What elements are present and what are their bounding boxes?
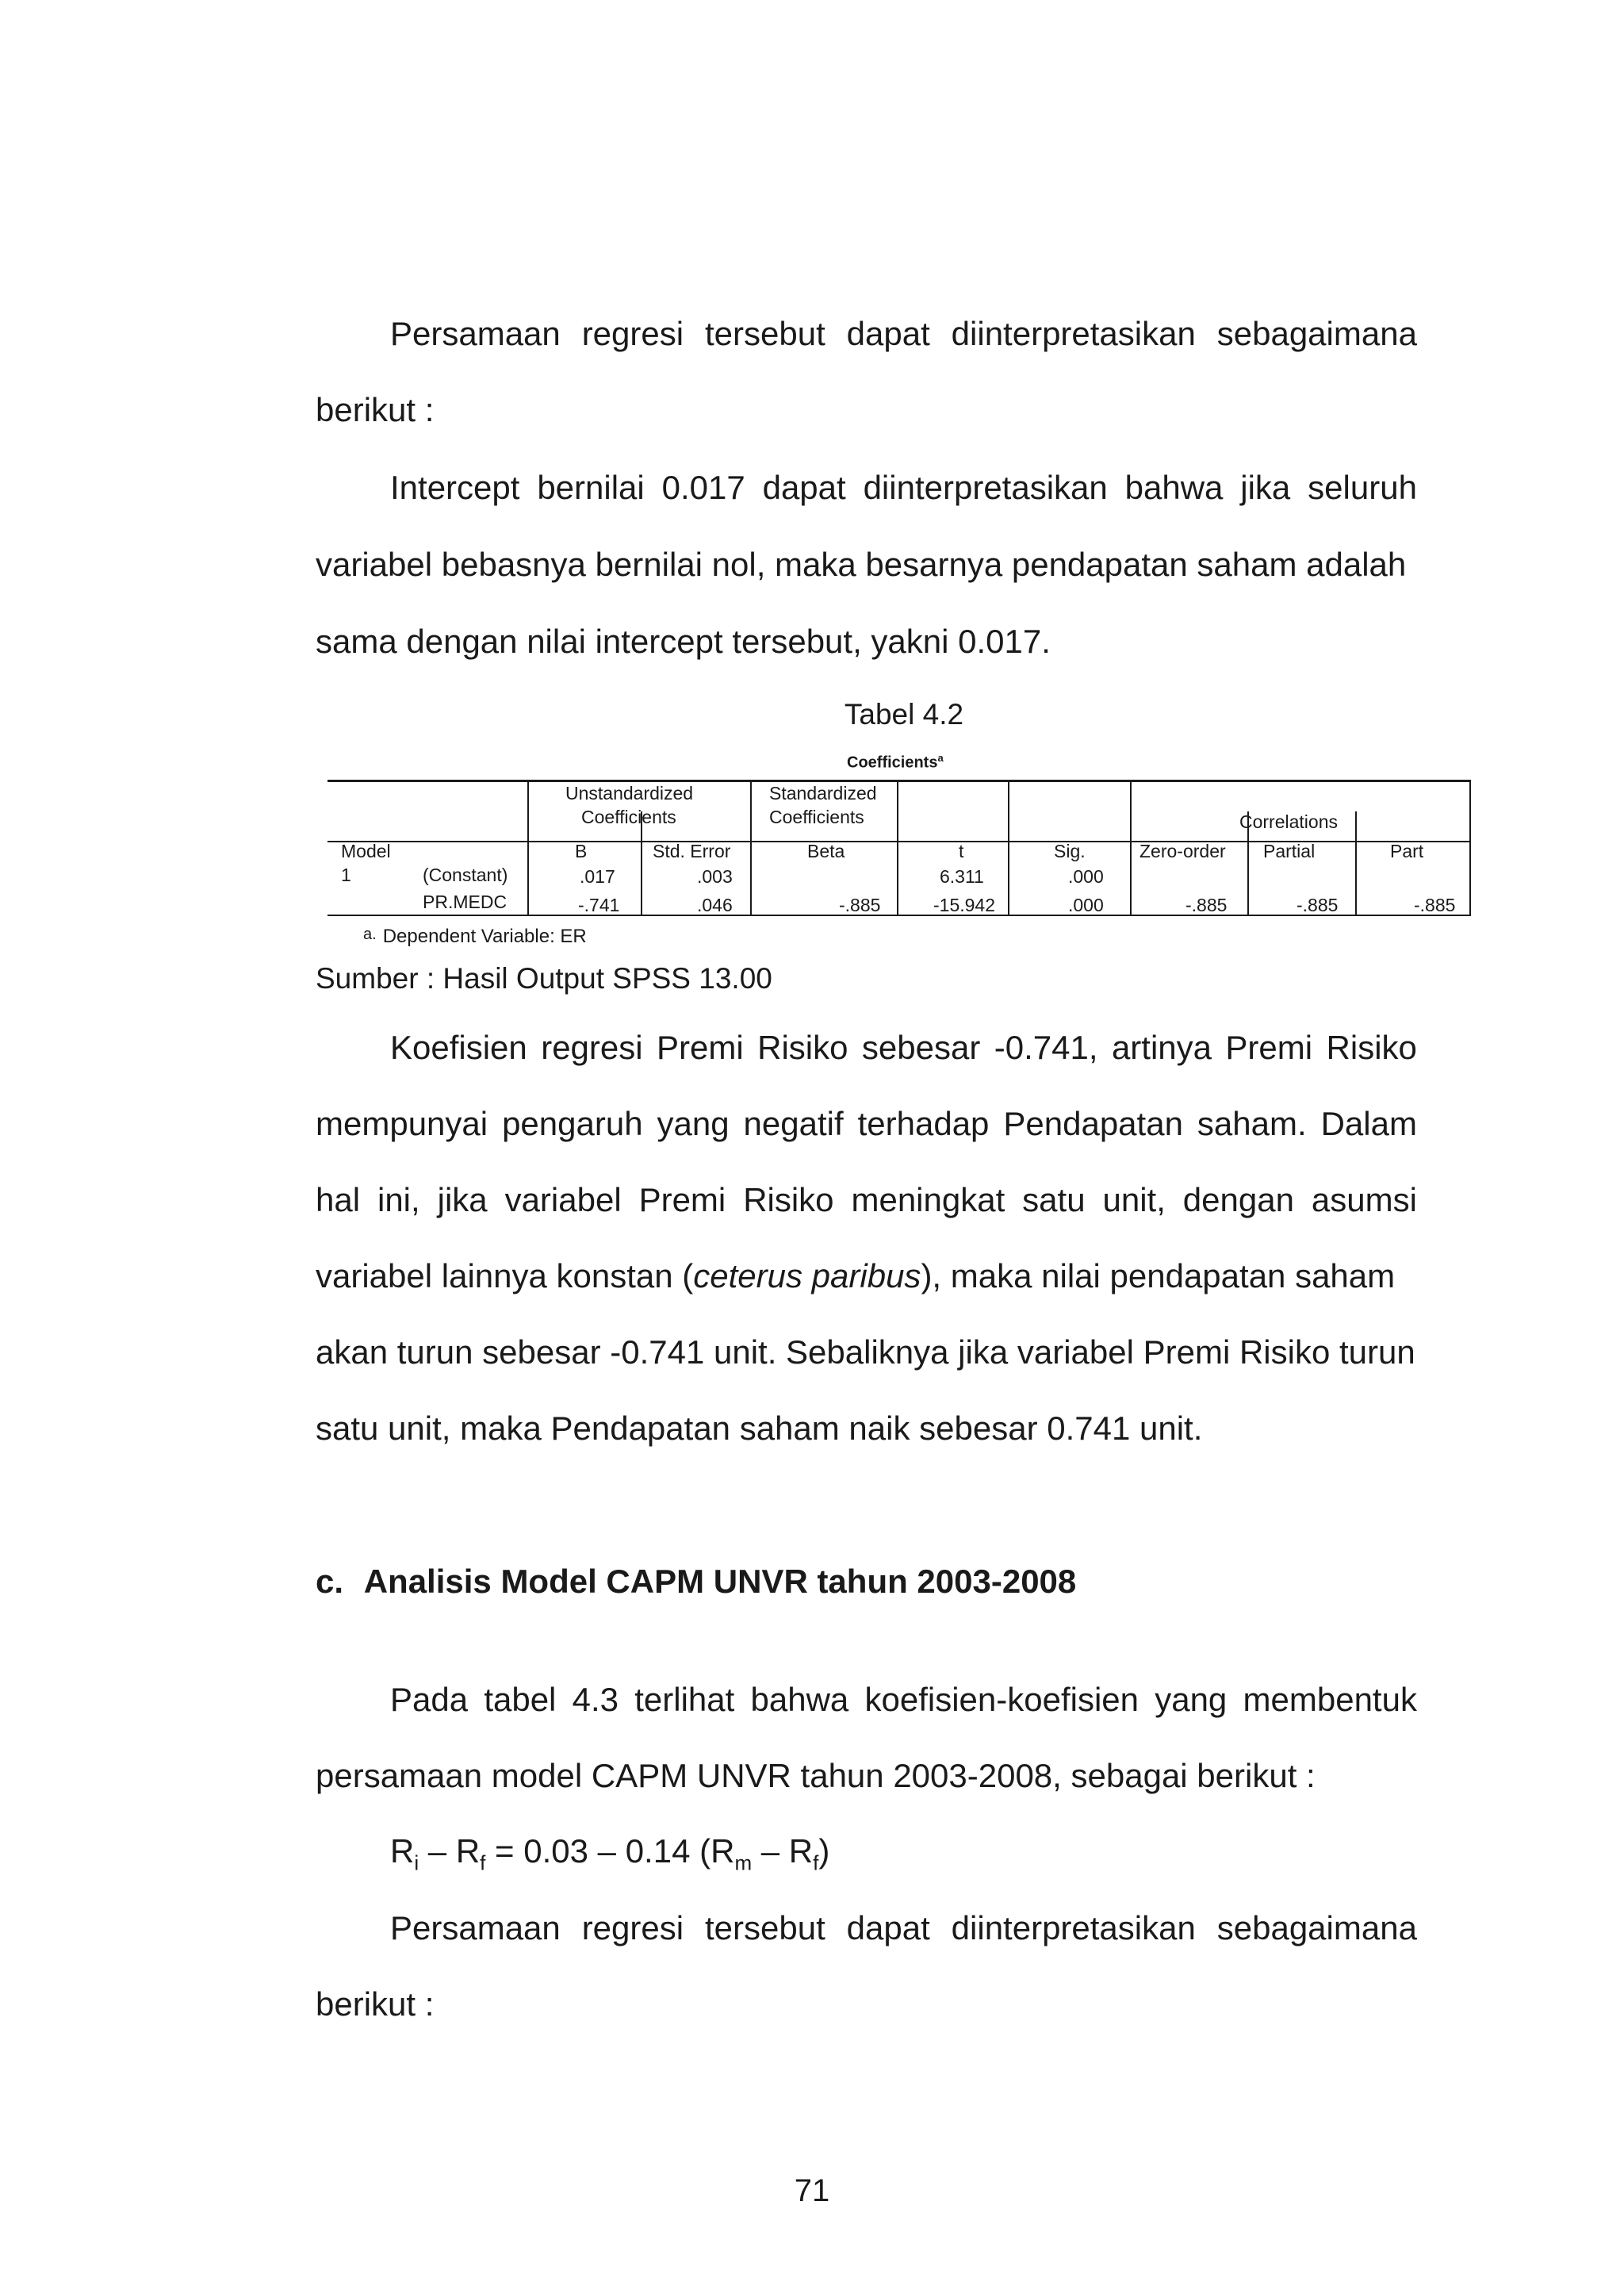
coefficients-table xyxy=(327,780,1471,916)
paragraph-2-line-1 xyxy=(390,468,1417,508)
row1-name: (Constant) xyxy=(423,865,508,885)
paragraph-5-line-2: berikut : xyxy=(316,1985,435,2023)
word: Risiko xyxy=(1326,1029,1417,1066)
word: Premi xyxy=(1225,1029,1313,1066)
row2-part: -.885 xyxy=(1414,895,1456,915)
header-standardized-2: Coefficients xyxy=(769,807,864,827)
header-b: B xyxy=(575,841,588,861)
table-title xyxy=(847,752,944,773)
word: artinya xyxy=(1111,1029,1212,1066)
row2-t: -15.942 xyxy=(933,895,996,915)
paragraph-3-line-1 xyxy=(390,1028,1417,1068)
paragraph-3-line-2 xyxy=(316,1104,1417,1144)
word: hal xyxy=(316,1181,361,1218)
word: yang xyxy=(1155,1681,1228,1718)
word: Persamaan xyxy=(390,315,561,352)
formula-subscript: m xyxy=(734,1851,753,1875)
word: Premi xyxy=(657,1029,744,1066)
row1-t: 6.311 xyxy=(940,866,984,887)
paragraph-4-line-1 xyxy=(390,1680,1417,1720)
paragraph-4-line-2: persamaan model CAPM UNVR tahun 2003-2008, sebagai berikut : xyxy=(316,1757,1316,1794)
formula-text: – R xyxy=(419,1832,481,1870)
word: terlihat xyxy=(634,1681,735,1718)
word: bernilai xyxy=(537,469,645,506)
row2-beta: -.885 xyxy=(839,895,881,915)
word: koefisien-koefisien xyxy=(864,1681,1139,1718)
word: membentuk xyxy=(1243,1681,1417,1718)
row1-se: .003 xyxy=(697,866,733,887)
word: tabel xyxy=(484,1681,557,1718)
formula-subscript: i xyxy=(414,1851,419,1875)
v-line-model xyxy=(527,780,529,916)
paragraph-5-line-1 xyxy=(390,1908,1417,1948)
word: pengaruh xyxy=(502,1105,643,1142)
footnote-text: Dependent Variable: ER xyxy=(382,926,587,947)
word: Pada xyxy=(390,1681,469,1718)
paragraph-2-line-3: sama dengan nilai intercept tersebut, yakni 0.017. xyxy=(316,623,1051,660)
header-sig: Sig. xyxy=(1054,841,1086,861)
word: Koefisien xyxy=(390,1029,527,1066)
row2-name: PR.MEDC xyxy=(423,892,508,912)
paragraph-3-line-4 xyxy=(316,1256,1395,1296)
section-heading xyxy=(316,1563,1076,1601)
paragraph-1-line-2: berikut : xyxy=(316,391,435,428)
row1-b: .017 xyxy=(580,866,615,887)
word: meningkat xyxy=(851,1181,1005,1218)
word: regresi xyxy=(581,315,684,352)
paragraph-3-line-3 xyxy=(316,1180,1417,1220)
footnote-letter: a. xyxy=(363,926,377,943)
word: mempunyai xyxy=(316,1105,488,1142)
word: negatif xyxy=(743,1105,844,1142)
text-segment: variabel lainnya konstan ( xyxy=(316,1257,694,1294)
word: saham. xyxy=(1197,1105,1307,1142)
formula-text: = 0.03 – 0.14 (R xyxy=(485,1832,735,1870)
table-top-border xyxy=(327,780,1471,782)
formula-text: R xyxy=(390,1832,415,1870)
formula-subscript: f xyxy=(480,1851,486,1875)
word: terhadap xyxy=(857,1105,990,1142)
word: diinterpretasikan xyxy=(863,469,1108,506)
word: ini, xyxy=(377,1181,420,1218)
word: sebesar xyxy=(861,1029,981,1066)
v-line-beta xyxy=(897,780,898,916)
word: Risiko xyxy=(757,1029,848,1066)
row2-b: -.741 xyxy=(578,895,620,915)
table-footnote xyxy=(363,926,587,948)
word: 0.017 xyxy=(661,469,745,506)
word: dapat xyxy=(762,469,846,506)
header-beta: Beta xyxy=(807,841,845,861)
row2-sig: .000 xyxy=(1068,895,1104,915)
paragraph-1-line-1 xyxy=(390,314,1417,354)
table-title-text: Coefficients xyxy=(847,754,938,772)
table-source: Sumber : Hasil Output SPSS 13.00 xyxy=(316,962,772,995)
row2-zero-order: -.885 xyxy=(1185,895,1228,915)
word: unit, xyxy=(1102,1181,1166,1218)
word: Premi xyxy=(638,1181,726,1218)
word: Persamaan xyxy=(390,1909,561,1946)
word: seluruh xyxy=(1308,469,1417,506)
row1-model-number: 1 xyxy=(341,865,351,885)
word: satu xyxy=(1022,1181,1086,1218)
word: tersebut xyxy=(704,315,825,352)
header-zero-order: Zero-order xyxy=(1139,841,1226,861)
word: bahwa xyxy=(1124,469,1224,506)
paragraph-3-line-5: akan turun sebesar -0.741 unit. Sebaliknya jika variabel Premi Risiko turun xyxy=(316,1333,1415,1371)
word: jika xyxy=(437,1181,488,1218)
header-unstandardized-2: Coefficients xyxy=(581,807,676,827)
header-correlations: Correlations xyxy=(1239,811,1338,832)
formula-text: ) xyxy=(818,1832,830,1870)
word: Risiko xyxy=(743,1181,834,1218)
word: sebagaimana xyxy=(1216,1909,1417,1946)
header-partial: Partial xyxy=(1263,841,1316,861)
paragraph-3-line-6: satu unit, maka Pendapatan saham naik sebesar 0.741 unit. xyxy=(316,1409,1203,1447)
word: dapat xyxy=(846,315,930,352)
word: diinterpretasikan xyxy=(951,315,1196,352)
paragraph-2-line-2: variabel bebasnya bernilai nol, maka besarnya pendapatan saham adalah xyxy=(316,546,1407,583)
heading-text: Analisis Model CAPM UNVR tahun 2003-2008 xyxy=(363,1563,1077,1600)
header-std-error: Std. Error xyxy=(653,841,731,861)
word: asumsi xyxy=(1311,1181,1417,1218)
row1-sig: .000 xyxy=(1068,866,1104,887)
row2-se: .046 xyxy=(697,895,733,915)
word: regresi xyxy=(541,1029,643,1066)
heading-letter: c. xyxy=(316,1563,344,1600)
word: Intercept xyxy=(390,469,520,506)
page-number: 71 xyxy=(794,2173,830,2208)
header-standardized-1: Standardized xyxy=(769,783,877,803)
header-t: t xyxy=(959,841,964,861)
word: variabel xyxy=(504,1181,622,1218)
word: jika xyxy=(1240,469,1291,506)
formula-subscript: f xyxy=(813,1851,819,1875)
word: tersebut xyxy=(704,1909,825,1946)
row2-partial: -.885 xyxy=(1297,895,1339,915)
formula-text: – R xyxy=(752,1832,814,1870)
word: sebagaimana xyxy=(1216,315,1417,352)
header-model: Model xyxy=(341,841,391,861)
word: 4.3 xyxy=(572,1681,619,1718)
word: regresi xyxy=(581,1909,684,1946)
italic-phrase: ceterus paribus xyxy=(693,1257,921,1294)
word: yang xyxy=(657,1105,730,1142)
word: Pendapatan xyxy=(1003,1105,1183,1142)
v-line-se xyxy=(750,780,752,916)
header-unstandardized-1: Unstandardized xyxy=(565,783,694,803)
v-line-sig xyxy=(1130,780,1132,916)
word: dapat xyxy=(846,1909,930,1946)
table-caption: Tabel 4.2 xyxy=(844,698,964,731)
v-line-t xyxy=(1008,780,1009,916)
table-title-superscript: a xyxy=(937,752,944,764)
v-line-right xyxy=(1469,780,1471,916)
word: Dalam xyxy=(1320,1105,1417,1142)
word: dengan xyxy=(1182,1181,1294,1218)
v-line-partial xyxy=(1355,811,1357,916)
text-segment: ), maka nilai pendapatan saham xyxy=(921,1257,1396,1294)
capm-formula xyxy=(390,1832,829,1875)
header-part: Part xyxy=(1390,841,1424,861)
word: diinterpretasikan xyxy=(951,1909,1196,1946)
word: bahwa xyxy=(750,1681,849,1718)
word: -0.741, xyxy=(994,1029,1098,1066)
